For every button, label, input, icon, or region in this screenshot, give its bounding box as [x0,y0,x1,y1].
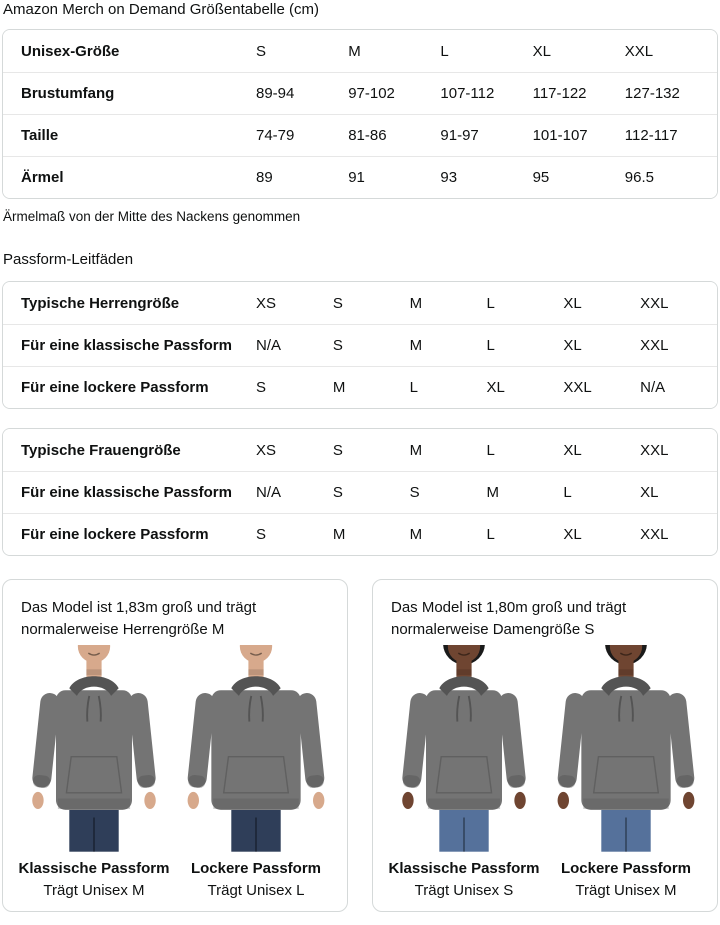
row-label: Typische Frauengröße [21,441,181,459]
row-label: Für eine lockere Passform [21,526,209,543]
table-row [3,324,717,366]
table-row [3,471,717,513]
table-cell: 112-117 [624,127,678,144]
table-row [3,366,717,408]
row-label: Für eine klassische Passform [21,337,232,354]
fit-label: Klassische Passform [18,860,170,877]
table-row [3,114,717,156]
table-cell: N/A [640,379,666,396]
table-cell: XL [563,337,582,354]
table-cell: S [332,294,343,312]
table-header-row [3,30,717,72]
table-cell: XS [256,294,277,312]
table-row [3,513,717,555]
table-cell: L [486,294,495,312]
female-model-card [372,579,718,912]
size-worn-label: Trägt Unisex L [207,882,305,899]
row-label: Typische Herrengröße [21,294,180,312]
column-header: XL [532,42,551,60]
model-description: Das Model ist 1,83m groß und trägt normalerweise Herrengröße M [21,599,257,638]
table-cell: L [563,484,572,501]
table-cell: XXL [640,337,669,354]
column-header: M [348,42,361,60]
table-cell: N/A [256,337,282,354]
table-cell: S [332,337,343,354]
table-cell: XXL [640,526,669,543]
table-cell: XXL [640,441,669,459]
table-cell: M [332,379,346,396]
model-figure [175,645,337,899]
table-cell: XXL [640,294,669,312]
table-cell: 81-86 [348,127,387,144]
model-figures [383,645,707,899]
table-cell: 97-102 [348,85,395,102]
table-cell: 96.5 [624,169,654,186]
table-cell: XL [486,379,505,396]
table-cell: M [486,484,499,501]
size-worn-label: Trägt Unisex S [414,882,514,899]
fit-guides-heading: Passform-Leitfäden [3,251,134,268]
female-model-loose-fit-photo [550,645,702,857]
table-cell: 93 [440,169,458,186]
table-cell: XL [640,484,659,501]
table-cell: S [332,484,343,501]
table-cell: M [332,526,346,543]
table-cell: XS [256,441,277,459]
table-cell: 74-79 [256,127,295,144]
model-figure [13,645,175,899]
table-cell: XL [563,526,582,543]
table-cell: S [409,484,420,501]
table-cell: N/A [256,484,282,501]
table-cell: M [409,337,423,354]
table-cell: M [409,294,423,312]
column-header: S [256,42,267,60]
table-cell: L [409,379,418,396]
table-cell: 107-112 [440,85,495,102]
womens-fit-guide-table [2,428,718,556]
table-cell: 101-107 [532,127,588,144]
fit-label: Lockere Passform [190,860,322,877]
table-cell: M [409,441,423,459]
column-header: L [440,42,449,60]
table-cell: 117-122 [532,85,587,102]
table-cell: M [409,526,423,543]
size-worn-label: Trägt Unisex M [43,882,145,899]
table-cell: L [486,337,495,354]
female-model-classic-fit-photo [388,645,540,857]
model-cards-row [2,579,718,912]
table-row [3,156,717,198]
table-cell: S [332,441,343,459]
column-header: XXL [624,42,654,60]
table-cell: L [486,441,495,459]
model-figure [383,645,545,899]
sleeve-measurement-note: Ärmelmaß von der Mitte des Nackens genommen [3,209,301,224]
table-row [3,282,717,324]
male-model-card [2,579,348,912]
row-label: Für eine lockere Passform [21,379,209,396]
row-label: Für eine klassische Passform [21,484,232,501]
table-cell: XXL [563,379,592,396]
table-cell: 89 [256,169,273,186]
model-description: Das Model ist 1,80m groß und trägt normalerweise Damengröße S [391,599,627,638]
page-title: Amazon Merch on Demand Größentabelle (cm) [3,1,319,18]
male-model-loose-fit-photo [180,645,332,857]
table-cell: 95 [532,169,550,186]
table-cell: 127-132 [624,85,680,102]
table-cell: XL [563,294,582,312]
table-row [3,429,717,471]
table-cell: XL [563,441,582,459]
male-model-classic-fit-photo [18,645,170,857]
row-label: Unisex-Größe [21,42,120,60]
row-label: Taille [21,127,59,144]
table-cell: 89-94 [256,85,295,102]
size-worn-label: Trägt Unisex M [575,882,677,899]
unisex-size-table [2,29,718,199]
model-figures [13,645,337,899]
table-cell: L [486,526,495,543]
row-label: Brustumfang [21,85,115,102]
table-cell: S [256,379,267,396]
fit-label: Lockere Passform [560,860,692,877]
mens-fit-guide-table [2,281,718,409]
table-cell: 91-97 [440,127,479,144]
table-cell: S [256,526,267,543]
row-label: Ärmel [21,169,64,186]
fit-label: Klassische Passform [388,860,540,877]
model-figure [545,645,707,899]
table-row [3,72,717,114]
table-cell: 91 [348,169,365,186]
